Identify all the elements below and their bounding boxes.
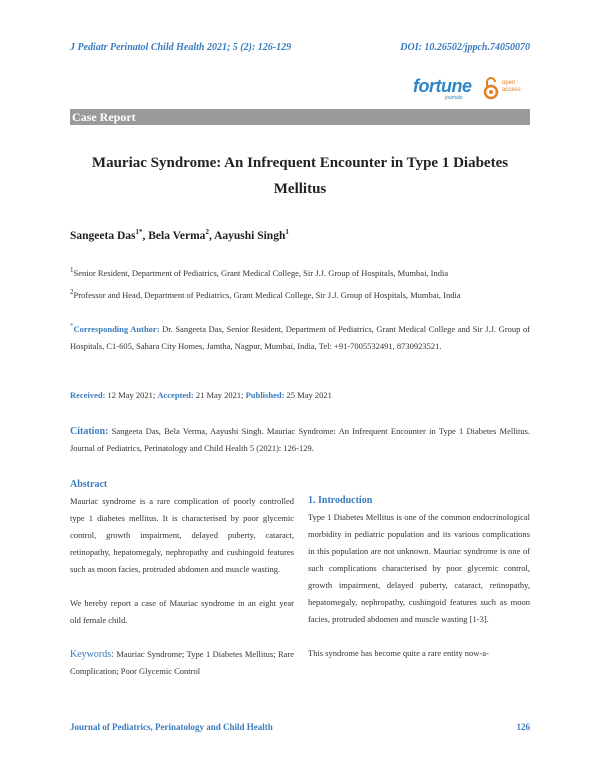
article-type-label: Case Report xyxy=(72,110,136,124)
corresponding-label: Corresponding Author: xyxy=(73,324,160,334)
abstract-paragraph: We hereby report a case of Mauriac syndrome in an eight year old female child. xyxy=(70,598,294,625)
introduction-column xyxy=(308,492,530,662)
citation xyxy=(70,423,530,457)
page-number: 126 xyxy=(516,722,530,732)
author-sup: 1* xyxy=(135,228,143,237)
affiliation-text: Senior Resident, Department of Pediatrics, Grant Medical College, Sir J.J. Group of Hospitals, Mumbai, India xyxy=(73,268,449,278)
author-sup: 1 xyxy=(285,228,289,237)
corresponding-sup: * xyxy=(70,322,74,331)
citation-text: Sangeeta Das, Bela Verma, Aayushi Singh. Mauriac Syndrome: An Infrequent Encounter in Type 1 Diabetes Mellitus. Journal of Pediatrics, Perinatology and Child Health 5 (2021): 126-129. xyxy=(70,426,530,453)
accepted-date: 21 May 2021; xyxy=(193,390,246,400)
received-label: Received: xyxy=(70,390,106,400)
footer-journal-name: Journal of Pediatrics, Perinatology and Child Health xyxy=(70,722,273,732)
affiliation-text: Professor and Head, Department of Pediatrics, Grant Medical College, Sir J.J. Group of Hospitals, Mumbai, India xyxy=(73,290,461,300)
author-sup: 2 xyxy=(205,228,209,237)
introduction-paragraph: Type 1 Diabetes Mellitus is one of the common endocrinological morbidity in pediatric population and its various complications in this population are not unknown. Mauriac syndrome is one of such complications characterised by poor glycemic control, growth impairment, delayed puberty, cataract, retinopathy, hepatomegaly, nephropathy, cushingoid features such as moon facies, protruded abdomen and muscle wasting [1-3]. xyxy=(308,512,530,624)
fortune-logo-text: fortune xyxy=(413,76,472,96)
author-name: Sangeeta Das xyxy=(70,230,136,242)
paper-title: Mauriac Syndrome: An Infrequent Encounter in Type 1 Diabetes Mellitus xyxy=(91,155,509,197)
corresponding-author xyxy=(70,321,530,355)
affiliation-num: 2 xyxy=(70,288,74,297)
article-type-bar xyxy=(70,109,530,125)
abstract-paragraph: Mauriac syndrome is a rare complication of poorly controlled type 1 diabetes mellitus. It is characterised by poor glycemic control, growth impairment, delayed puberty, cataract, retinopathy, hepatomegaly, nephropathy and cushingoid features such as moon facies, protruded abdomen and muscle wasting. xyxy=(70,496,294,574)
publisher-logo xyxy=(413,76,533,104)
keywords xyxy=(70,646,294,680)
affiliation xyxy=(70,268,448,278)
doi-link[interactable]: DOI: 10.26502/jppch.74050070 xyxy=(400,42,530,53)
keywords-text: Mauriac Syndrome; Type 1 Diabetes Mellitus; Rare Complication; Poor Glycemic Control xyxy=(70,649,294,676)
author-list: Sangeeta Das$^{1*}$, Bela Verma$^2$, Aayushi Singh$^1$ xyxy=(70,228,289,242)
abstract-column xyxy=(70,476,294,680)
citation-label: Citation: xyxy=(70,426,109,437)
author-name: Aayushi Singh xyxy=(214,230,286,242)
affiliation-num: 1 xyxy=(70,266,74,275)
open-access-label: open access xyxy=(502,80,521,93)
open-access-icon xyxy=(483,76,499,100)
author-name: Bela Verma xyxy=(148,230,206,242)
abstract-heading: Abstract xyxy=(70,479,108,490)
introduction-heading: 1. Introduction xyxy=(308,495,373,506)
received-date: 12 May 2021; xyxy=(105,390,158,400)
journal-reference: J Pediatr Perinatol Child Health 2021; 5 (2): 126-129 xyxy=(70,42,292,53)
published-date: 25 May 2021 xyxy=(284,390,332,400)
publication-dates xyxy=(70,390,332,400)
introduction-paragraph: This syndrome has become quite a rare entity now-a- xyxy=(308,648,489,658)
published-label: Published: xyxy=(245,390,285,400)
affiliation xyxy=(70,290,461,300)
fortune-logo-sub: journals xyxy=(445,95,463,101)
keywords-label: Keywords: xyxy=(70,649,114,660)
corresponding-text: Dr. Sangeeta Das, Senior Resident, Department of Pediatrics, Grant Medical College and Sir J.J. Group of Hospitals, C1-605, Sahara City Homes, Jamtha, Nagpur, Mumbai, India, Tel: +91-7005532491, 8730923521. xyxy=(70,324,530,351)
accepted-label: Accepted: xyxy=(157,390,194,400)
